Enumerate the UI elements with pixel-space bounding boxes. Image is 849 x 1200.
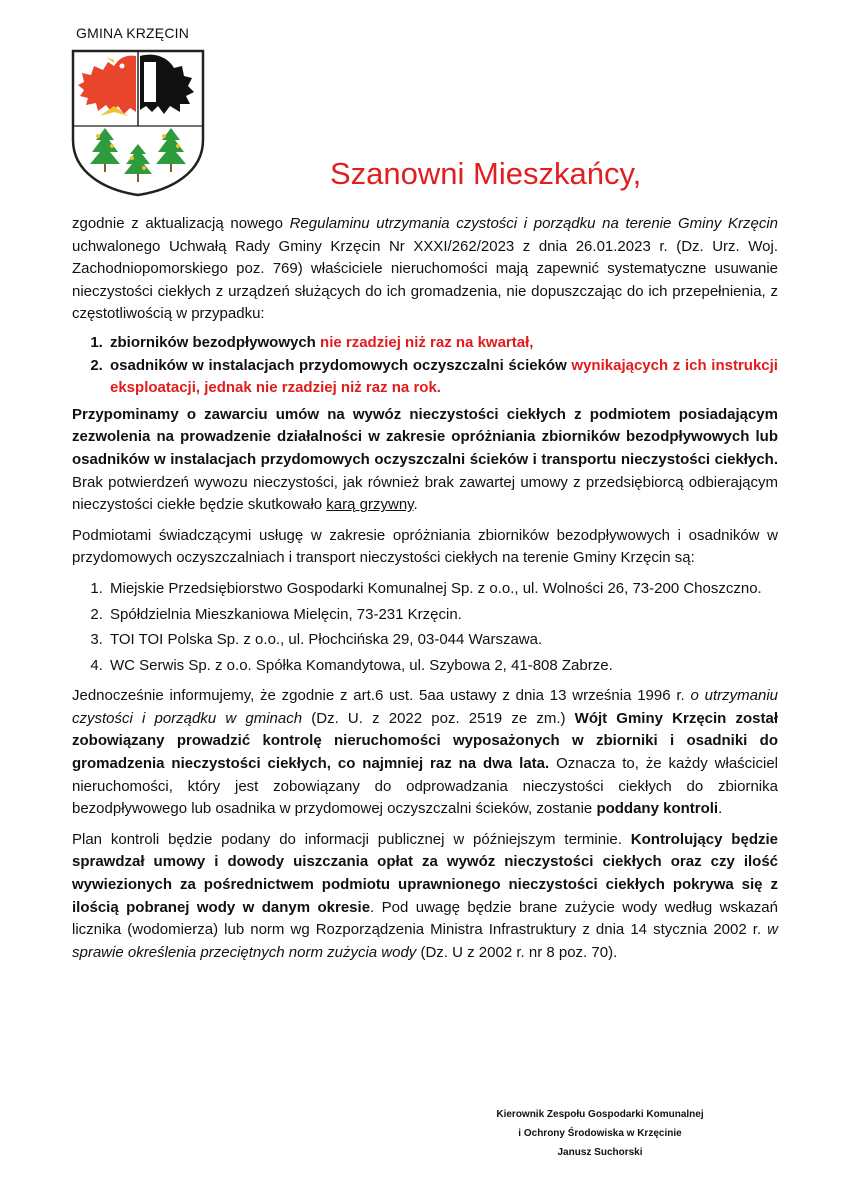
plan-paragraph: Plan kontroli będzie podany do informacji publicznej w późniejszym terminie. Kontrolujący będzie sprawdzał umowy i dowody uiszczania opłat za wywóz nieczystości ciekłych oraz czy ilość wywiezionych za pośrednictwem podmiotu uprawnionego nieczystości ciekłych pokrywa się z ilością pobranej wody w danym okresie. Pod uwagę będzie brane zużycie wody według wskazań licznika (wodomierza) lub norm wg Rozporządzenia Ministra Infrastruktury z dnia 14 stycznia 2002 r. w sprawie określenia przeciętnych norm zużycia wody (Dz. U z 2002 r. nr 8 poz. 70). bbox=[72, 830, 778, 961]
greeting-heading: Szanowni Mieszkańcy, bbox=[330, 156, 642, 191]
intro-paragraph bbox=[72, 213, 778, 326]
provider-item: 3. TOI TOI Polska Sp. z o.o., ul. Płochcińska 29, 03-044 Warszawa. bbox=[107, 629, 778, 652]
signature-name: Janusz Suchorski bbox=[557, 1147, 643, 1158]
fine-warning: karą grzywny bbox=[326, 496, 414, 514]
control-paragraph: Jednocześnie informujemy, że zgodnie z art.6 ust. 5aa ustawy z dnia 13 września 1996 r. o utrzymaniu czystości i porządku w gminach (Dz. U. z 2022 poz. 2519 ze zm.) Wójt Gminy Krzęcin został zobowiązany prowadzić kontrolę nieruchomości wyposażonych w zbiorniki i osadniki do gromadzenia nieczystości ciekłych, co najmniej raz na dwa lata. Oznacza to, że każdy właściciel nieruchomości, który jest zobowiązany do odprowadzania nieczystości ciekłych do zbiornika bezodpływowego lub osadnika w przydomowej oczyszczalni ścieków, zostanie poddany kontroli. bbox=[72, 687, 779, 818]
signature-line: Kierownik Zespołu Gospodarki Komunalnej bbox=[496, 1109, 704, 1120]
regulation-title: Regulaminu utrzymania czystości i porządku na terenie Gminy Krzęcin bbox=[289, 215, 778, 232]
requirements-list bbox=[72, 332, 778, 400]
requirement-item: 1. zbiorników bezodpływowych nie rzadziej niż raz na kwartał, bbox=[107, 332, 778, 355]
provider-item: 4. WC Serwis Sp. z o.o. Spółka Komandytowa, ul. Szybowa 2, 41-808 Zabrze. bbox=[107, 655, 778, 678]
intro-text-rest: uchwalonego Uchwałą Rady Gminy Krzęcin Nr XXXI/262/2023 z dnia 26.01.2023 r. (Dz. Urz. Woj. Zachodniopomorskiego poz. 769) właściciele nieruchomości mają zapewnić systematyczne usuwanie nieczystości ciekłych z urządzeń służących do ich gromadzenia, nie dopuszczając do ich przepełnienia, z częstotliwością w przypadku: bbox=[72, 237, 778, 323]
letter-body bbox=[72, 213, 778, 964]
reminder-paragraph: Przypominamy o zawarciu umów na wywóz nieczystości ciekłych z podmiotem posiadającym zezwolenia na prowadzenie działalności w zakresie opróżniania zbiorników bezodpływowych lub osadników w instalacjach przydomowych oczyszczalni ścieków i transportu nieczystości ciekłych. Brak potwierdzeń wywozu nieczystości, jak również brak zawartej umowy z przedsiębiorcą odbierającym nieczystości ciekłe będzie skutkowało karą grzywny. bbox=[72, 405, 778, 514]
signature-line: i Ochrony Środowiska w Krzęcinie bbox=[518, 1128, 682, 1139]
provider-item: 1. Miejskie Przedsiębiorstwo Gospodarki Komunalnej Sp. z o.o., ul. Wolności 26, 73-200 Choszczno. bbox=[107, 578, 778, 601]
requirement-item: 2. osadników w instalacjach przydomowych oczyszczalni ścieków wynikających z ich instrukcji eksploatacji, jednak nie rzadziej niż raz na rok. bbox=[107, 355, 778, 400]
provider-item: 2. Spółdzielnia Mieszkaniowa Mielęcin, 73-231 Krzęcin. bbox=[107, 604, 778, 627]
coat-of-arms-icon bbox=[70, 48, 206, 198]
gmina-label: GMINA KRZĘCIN bbox=[76, 25, 190, 41]
intro-text: zgodnie z aktualizacją nowego bbox=[72, 215, 290, 232]
providers-intro: Podmiotami świadczącymi usługę w zakresie opróżniania zbiorników bezodpływowych i osadników w przydomowych oczyszczalniach i transport nieczystości ciekłych na terenie Gminy Krzęcin są: bbox=[72, 526, 778, 567]
signature-block bbox=[430, 1105, 770, 1162]
providers-list bbox=[72, 578, 778, 677]
